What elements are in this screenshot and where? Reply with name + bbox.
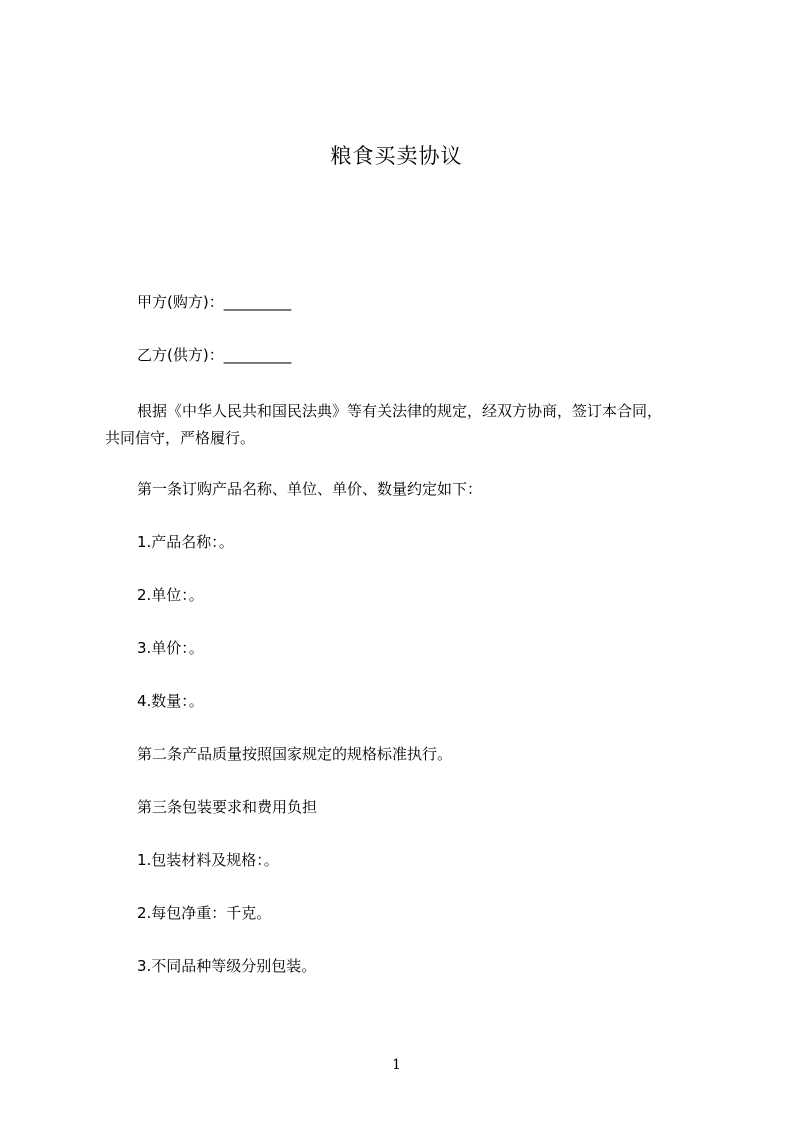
article-1-item: 2.单位：。 (137, 586, 204, 604)
article-3-item: 1.包装材料及规格：。 (137, 851, 279, 869)
article-1-item: 4.数量：。 (137, 692, 204, 710)
article-1-heading: 第一条订购产品名称、单位、单价、数量约定如下： (137, 480, 483, 498)
page-number: 1 (392, 1057, 401, 1073)
preamble-paragraph (105, 398, 695, 452)
document-title: 粮食买卖协议 (330, 144, 463, 168)
preamble-line-2: 共同信守，严格履行。 (105, 429, 256, 447)
article-2-text: 第二条产品质量按照国家规定的规格标准执行。 (137, 745, 453, 763)
party-b-line: 乙方(供方)：_________ (137, 346, 292, 364)
article-3-item: 2.每包净重：千克。 (137, 904, 272, 922)
article-3-item: 3.不同品种等级分别包装。 (137, 957, 317, 975)
article-1-item: 3.单价：。 (137, 639, 204, 657)
preamble-line-1: 根据《中华人民共和国民法典》等有关法律的规定，经双方协商，签订本合同， (137, 402, 663, 420)
party-a-line: 甲方(购方)：_________ (137, 293, 292, 311)
article-1-item: 1.产品名称：。 (137, 533, 234, 551)
article-3-heading: 第三条包装要求和费用负担 (137, 798, 318, 816)
